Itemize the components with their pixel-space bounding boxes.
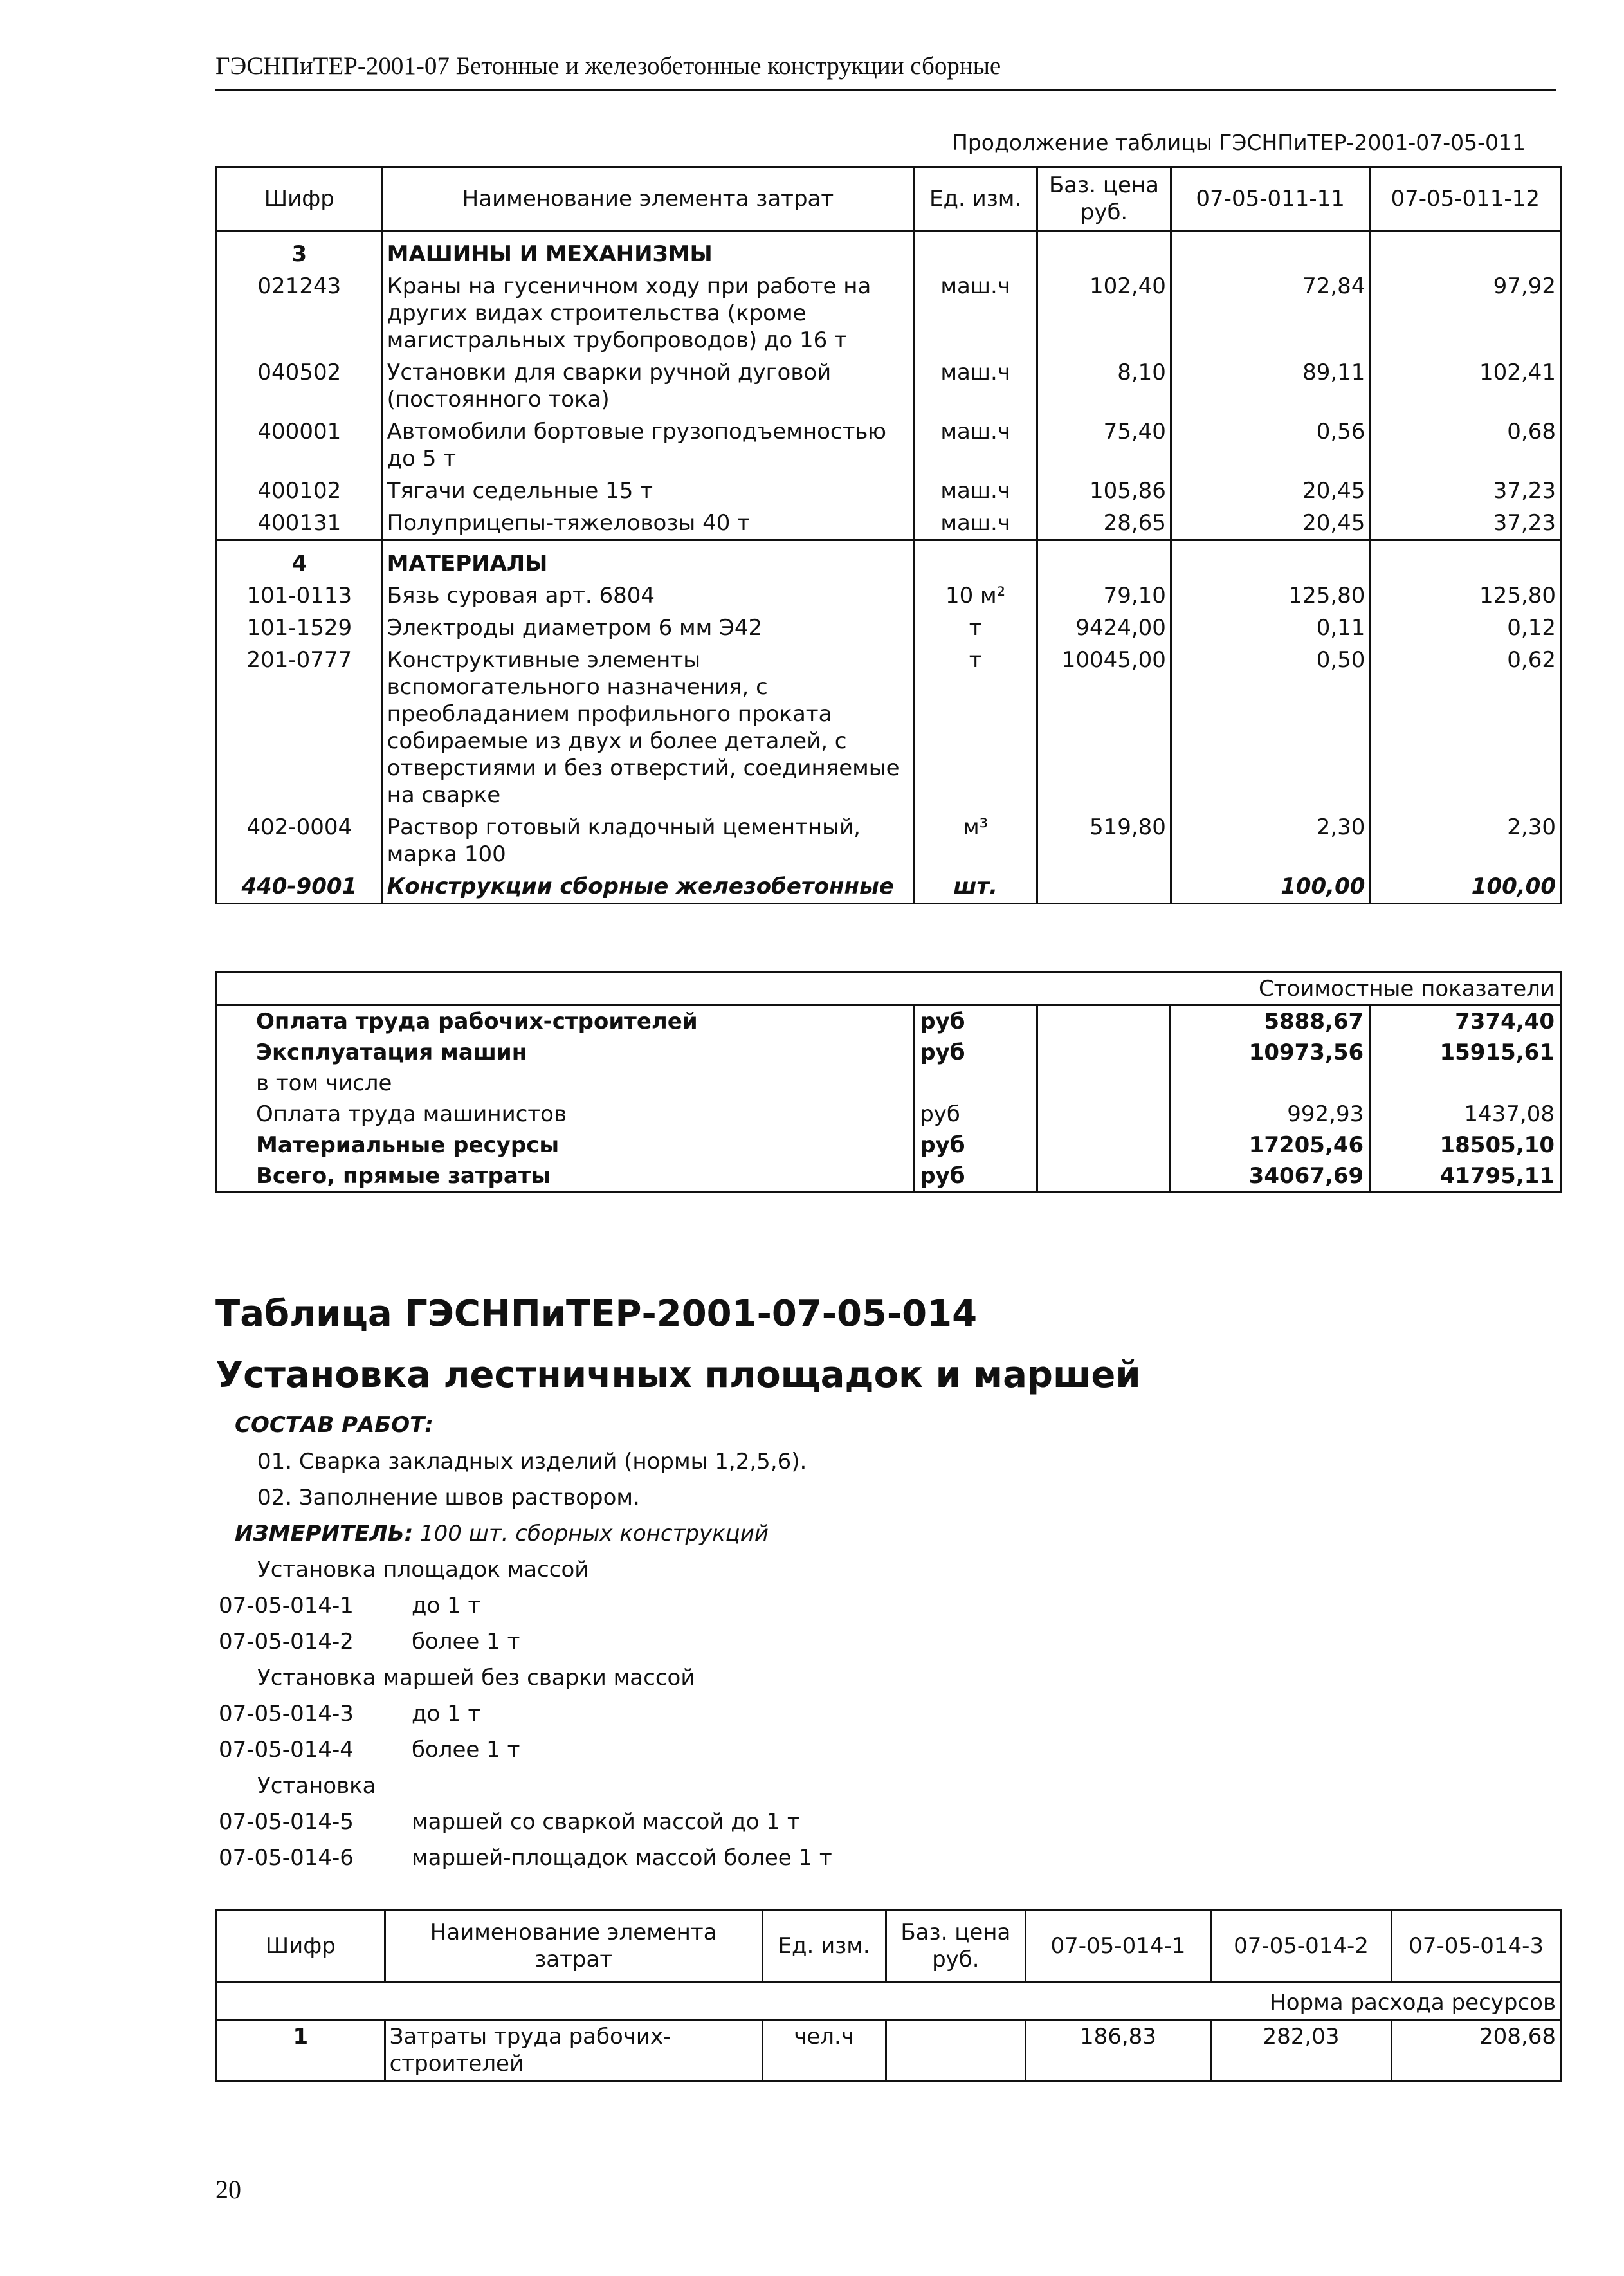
section-title: МАТЕРИАЛЫ xyxy=(382,540,914,580)
row-v1: 2,30 xyxy=(1171,811,1369,870)
group-heading: Установка площадок массой xyxy=(257,1557,589,1583)
col-header-name: Наименование элемента затрат xyxy=(382,167,914,231)
row-name: Бязь суровая арт. 6804 xyxy=(382,580,914,612)
row-v2: 125,80 xyxy=(1370,580,1561,612)
summary-row xyxy=(217,1161,1561,1193)
work-item: 01. Сварка закладных изделий (нормы 1,2,5,6). xyxy=(257,1449,807,1474)
row-unit: м³ xyxy=(914,811,1037,870)
row-name: Установки для сварки ручной дуговой (постоянного тока) xyxy=(382,356,914,416)
row-v1: 20,45 xyxy=(1171,475,1369,507)
row-price: 102,40 xyxy=(1037,270,1171,356)
row-v2: 0,68 xyxy=(1370,416,1561,475)
table-row xyxy=(217,2020,1561,2081)
row-price: 75,40 xyxy=(1037,416,1171,475)
norm-caption-row xyxy=(217,1982,1561,2020)
row-v1: 72,84 xyxy=(1171,270,1369,356)
summary-v2 xyxy=(1370,1068,1561,1099)
item-code: 07-05-014-2 xyxy=(219,1629,354,1655)
section-row xyxy=(217,540,1561,580)
col-header-v3: 07-05-014-3 xyxy=(1392,1911,1561,1982)
row-price xyxy=(886,2020,1026,2081)
summary-unit: руб xyxy=(914,1161,1037,1193)
group-heading: Установка маршей без сварки массой xyxy=(257,1665,695,1691)
summary-v1: 10973,56 xyxy=(1171,1037,1370,1068)
continuation-caption: Продолжение таблицы ГЭСНПиТЕР-2001-07-05-011 xyxy=(952,130,1526,155)
row-name: Раствор готовый кладочный цементный, марка 100 xyxy=(382,811,914,870)
summary-row xyxy=(217,1068,1561,1099)
table-row xyxy=(217,270,1561,356)
work-composition-label: СОСТАВ РАБОТ: xyxy=(235,1412,433,1438)
table-row xyxy=(217,580,1561,612)
row-price: 79,10 xyxy=(1037,580,1171,612)
col-header-v1: 07-05-014-1 xyxy=(1026,1911,1211,1982)
summary-label: Оплата труда машинистов xyxy=(217,1099,914,1130)
summary-v2: 18505,10 xyxy=(1370,1130,1561,1161)
row-v2: 100,00 xyxy=(1370,870,1561,904)
table-subtitle: Установка лестничных площадок и маршей xyxy=(215,1354,1141,1396)
row-v2: 282,03 xyxy=(1210,2020,1392,2081)
col-header-unit: Ед. изм. xyxy=(762,1911,886,1982)
group-heading: Установка xyxy=(257,1773,376,1799)
col-header-code: Шифр xyxy=(217,1911,385,1982)
summary-unit: руб xyxy=(914,1130,1037,1161)
summary-v2: 41795,11 xyxy=(1370,1161,1561,1193)
col-header-v2: 07-05-011-12 xyxy=(1370,167,1561,231)
item-code: 07-05-014-6 xyxy=(219,1845,354,1871)
row-price: 8,10 xyxy=(1037,356,1171,416)
summary-v1: 5888,67 xyxy=(1171,1005,1370,1038)
row-code: 400001 xyxy=(217,416,383,475)
col-header-price: Баз. цена руб. xyxy=(886,1911,1026,1982)
item-desc: более 1 т xyxy=(412,1737,520,1763)
row-name: Полуприцепы-тяжеловозы 40 т xyxy=(382,507,914,540)
summary-unit: руб xyxy=(914,1037,1037,1068)
row-v2: 102,41 xyxy=(1370,356,1561,416)
table-row xyxy=(217,507,1561,540)
table-row xyxy=(217,416,1561,475)
row-price: 10045,00 xyxy=(1037,644,1171,811)
summary-unit xyxy=(914,1068,1037,1099)
summary-row xyxy=(217,1005,1561,1038)
row-v1: 0,11 xyxy=(1171,612,1369,644)
row-name: Конструкции сборные железобетонные xyxy=(382,870,914,904)
row-code: 021243 xyxy=(217,270,383,356)
item-desc: до 1 т xyxy=(412,1593,481,1619)
row-name: Тягачи седельные 15 т xyxy=(382,475,914,507)
row-unit: чел.ч xyxy=(762,2020,886,2081)
summary-v2: 15915,61 xyxy=(1370,1037,1561,1068)
col-header-price: Баз. цена руб. xyxy=(1037,167,1171,231)
summary-v1: 17205,46 xyxy=(1171,1130,1370,1161)
table-row xyxy=(217,644,1561,811)
section-code: 4 xyxy=(217,540,383,580)
row-v1: 100,00 xyxy=(1171,870,1369,904)
row-unit: шт. xyxy=(914,870,1037,904)
item-code: 07-05-014-3 xyxy=(219,1701,354,1727)
col-header-unit: Ед. изм. xyxy=(914,167,1037,231)
meter-label: ИЗМЕРИТЕЛЬ: xyxy=(235,1521,414,1546)
summary-v1: 992,93 xyxy=(1171,1099,1370,1130)
item-desc: маршей со сваркой массой до 1 т xyxy=(412,1809,800,1835)
row-price: 105,86 xyxy=(1037,475,1171,507)
item-desc: маршей-площадок массой более 1 т xyxy=(412,1845,832,1871)
item-desc: более 1 т xyxy=(412,1629,520,1655)
row-price: 9424,00 xyxy=(1037,612,1171,644)
col-header-code: Шифр xyxy=(217,167,383,231)
row-v2: 0,12 xyxy=(1370,612,1561,644)
meter-line xyxy=(235,1521,769,1546)
row-v1: 20,45 xyxy=(1171,507,1369,540)
row-code: 400131 xyxy=(217,507,383,540)
table-row xyxy=(217,811,1561,870)
row-name: Затраты труда рабочих-строителей xyxy=(385,2020,762,2081)
summary-label: Всего, прямые затраты xyxy=(217,1161,914,1193)
row-unit: 10 м² xyxy=(914,580,1037,612)
row-unit: маш.ч xyxy=(914,270,1037,356)
row-code: 402-0004 xyxy=(217,811,383,870)
row-unit: маш.ч xyxy=(914,356,1037,416)
running-header: ГЭСНПиТЕР-2001-07 Бетонные и железобетонные конструкции сборные xyxy=(215,51,1556,91)
resource-table-011 xyxy=(215,166,1562,904)
table-row xyxy=(217,870,1561,904)
row-name: Автомобили бортовые грузоподъемностью до 5 т xyxy=(382,416,914,475)
table-header-row xyxy=(217,1911,1561,1982)
row-name: Конструктивные элементы вспомогательного назначения, с преобладанием профильного проката собираемые из двух и более деталей, с отверстиями и без отверстий, соединяемые на сварке xyxy=(382,644,914,811)
row-code: 400102 xyxy=(217,475,383,507)
page-number: 20 xyxy=(215,2175,241,2204)
row-v1: 125,80 xyxy=(1171,580,1369,612)
summary-row xyxy=(217,1099,1561,1130)
summary-row xyxy=(217,1037,1561,1068)
row-unit: маш.ч xyxy=(914,475,1037,507)
work-item: 02. Заполнение швов раствором. xyxy=(257,1485,640,1510)
summary-label: Эксплуатация машин xyxy=(217,1037,914,1068)
summary-label: Оплата труда рабочих-строителей xyxy=(217,1005,914,1038)
summary-caption: Стоимостные показатели xyxy=(1171,973,1561,1005)
row-code: 201-0777 xyxy=(217,644,383,811)
section-row xyxy=(217,231,1561,271)
summary-v1 xyxy=(1171,1068,1370,1099)
summary-v1: 34067,69 xyxy=(1171,1161,1370,1193)
section-code: 3 xyxy=(217,231,383,271)
row-code: 101-0113 xyxy=(217,580,383,612)
table-header-row xyxy=(217,167,1561,231)
item-desc: до 1 т xyxy=(412,1701,481,1727)
summary-v2: 1437,08 xyxy=(1370,1099,1561,1130)
norm-caption: Норма расхода ресурсов xyxy=(217,1982,1561,2020)
col-header-name: Наименование элемента затрат xyxy=(385,1911,762,1982)
resource-table-014 xyxy=(215,1909,1562,2082)
item-code: 07-05-014-5 xyxy=(219,1809,354,1835)
row-v2: 0,62 xyxy=(1370,644,1561,811)
row-unit: т xyxy=(914,612,1037,644)
item-code: 07-05-014-4 xyxy=(219,1737,354,1763)
row-v1: 186,83 xyxy=(1026,2020,1211,2081)
col-header-v1: 07-05-011-11 xyxy=(1171,167,1369,231)
item-code: 07-05-014-1 xyxy=(219,1593,354,1619)
table-row xyxy=(217,356,1561,416)
row-unit: маш.ч xyxy=(914,507,1037,540)
row-v1: 0,56 xyxy=(1171,416,1369,475)
col-header-v2: 07-05-014-2 xyxy=(1210,1911,1392,1982)
row-v2: 37,23 xyxy=(1370,507,1561,540)
summary-v2: 7374,40 xyxy=(1370,1005,1561,1038)
summary-unit: руб xyxy=(914,1005,1037,1038)
row-name: Электроды диаметром 6 мм Э42 xyxy=(382,612,914,644)
cost-summary-table xyxy=(215,971,1562,1193)
row-v1: 89,11 xyxy=(1171,356,1369,416)
row-code: 040502 xyxy=(217,356,383,416)
meter-value: 100 шт. сборных конструкций xyxy=(420,1521,769,1546)
row-unit: маш.ч xyxy=(914,416,1037,475)
summary-label: Материальные ресурсы xyxy=(217,1130,914,1161)
table-title: Таблица ГЭСНПиТЕР-2001-07-05-014 xyxy=(215,1293,978,1335)
row-v2: 37,23 xyxy=(1370,475,1561,507)
summary-row xyxy=(217,1130,1561,1161)
row-v2: 2,30 xyxy=(1370,811,1561,870)
row-price xyxy=(1037,870,1171,904)
row-price: 28,65 xyxy=(1037,507,1171,540)
table-row xyxy=(217,475,1561,507)
row-price: 519,80 xyxy=(1037,811,1171,870)
row-v1: 0,50 xyxy=(1171,644,1369,811)
row-v2: 97,92 xyxy=(1370,270,1561,356)
row-code: 440-9001 xyxy=(217,870,383,904)
row-name: Краны на гусеничном ходу при работе на других видах строительства (кроме магистральных трубопроводов) до 16 т xyxy=(382,270,914,356)
table-row xyxy=(217,612,1561,644)
summary-unit: руб xyxy=(914,1099,1037,1130)
summary-caption-row xyxy=(217,973,1561,1005)
section-title: МАШИНЫ И МЕХАНИЗМЫ xyxy=(382,231,914,271)
row-v3: 208,68 xyxy=(1392,2020,1561,2081)
row-unit: т xyxy=(914,644,1037,811)
summary-label: в том числе xyxy=(217,1068,914,1099)
row-code: 1 xyxy=(217,2020,385,2081)
row-code: 101-1529 xyxy=(217,612,383,644)
